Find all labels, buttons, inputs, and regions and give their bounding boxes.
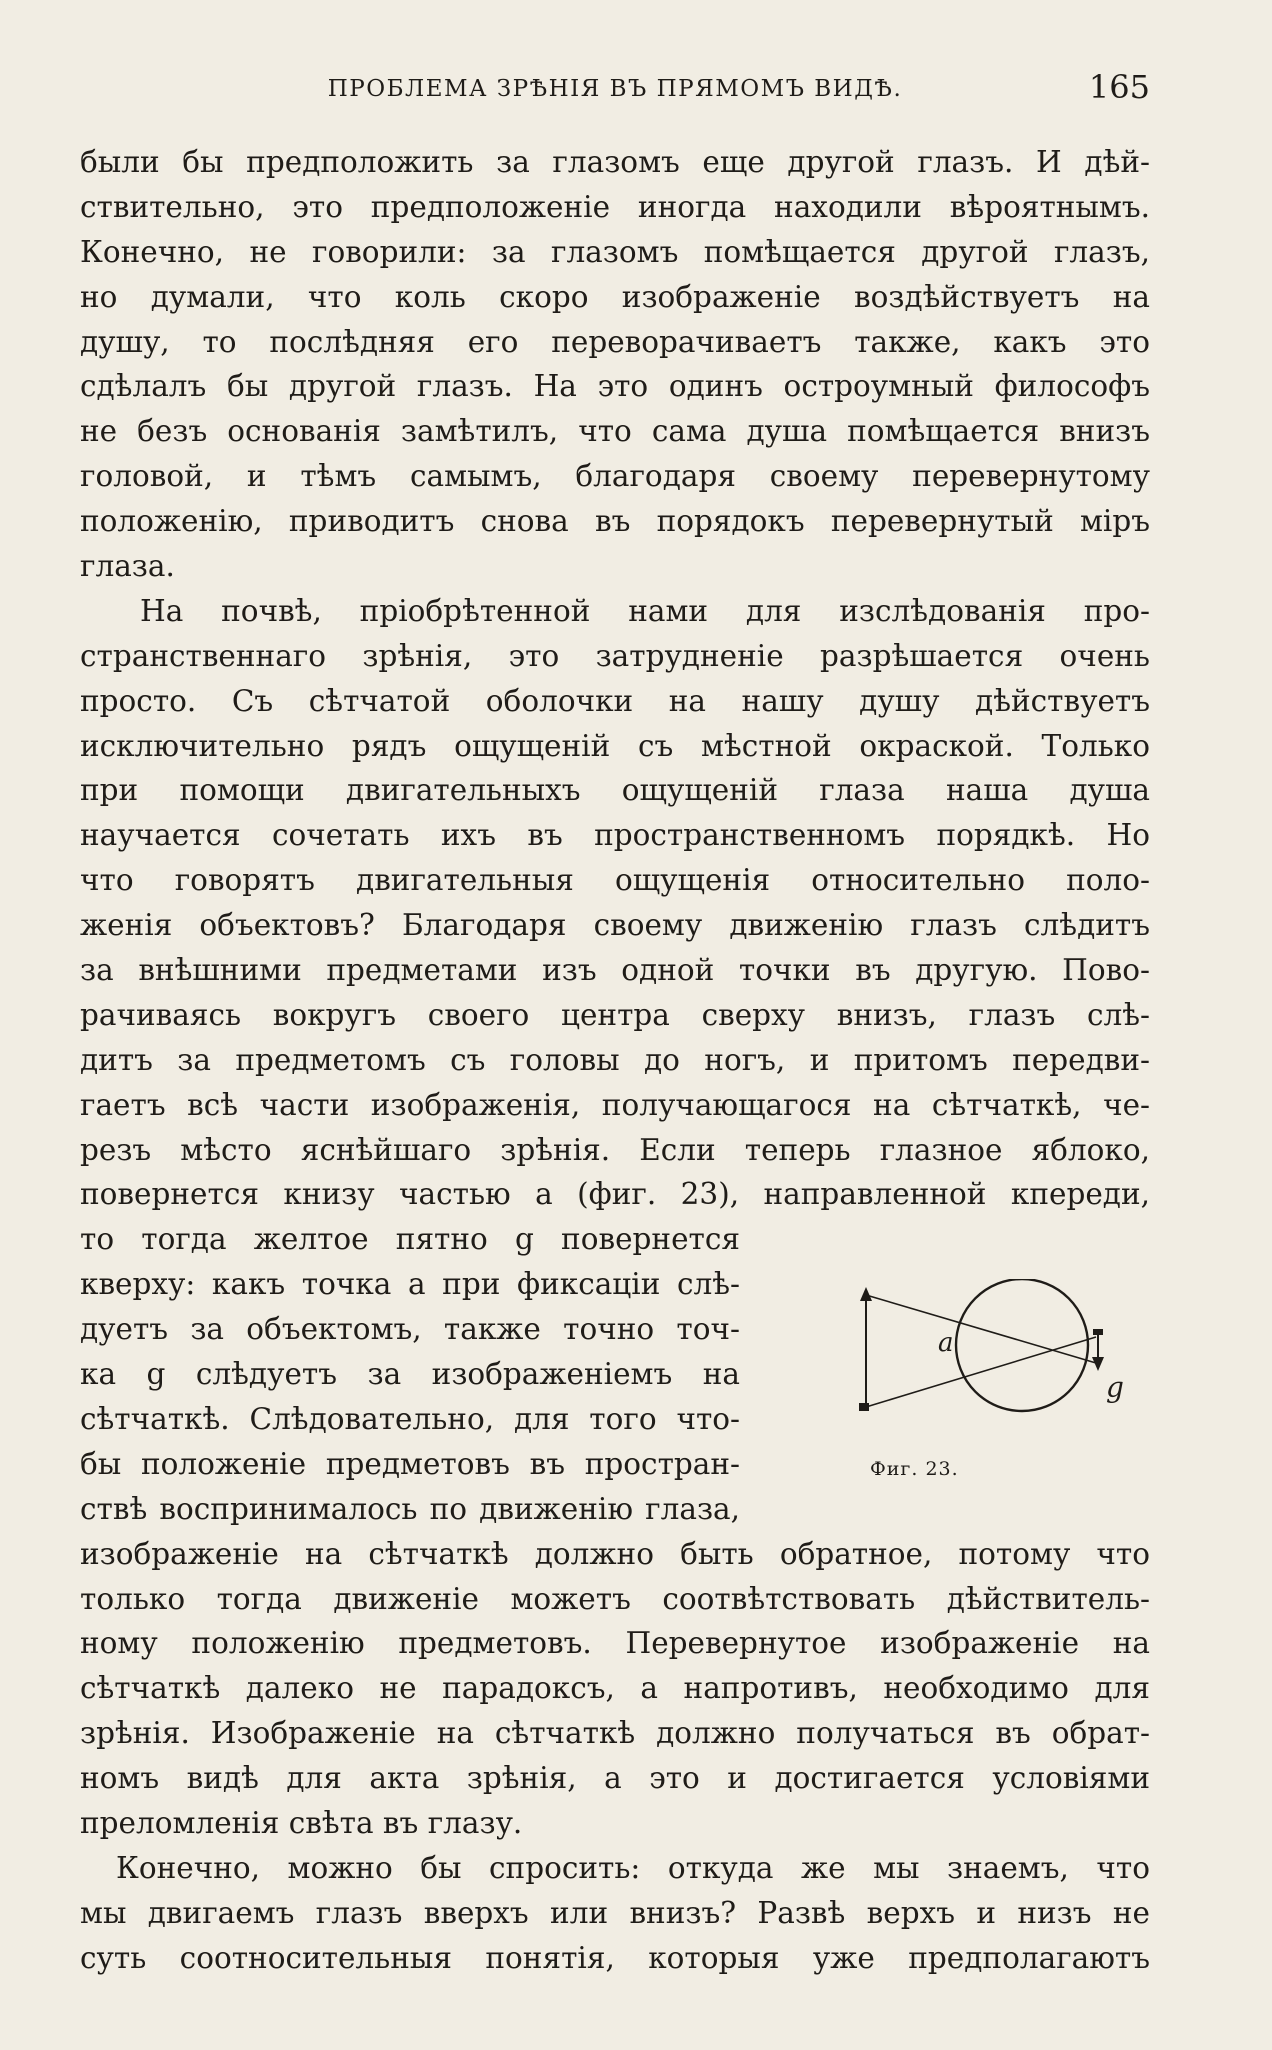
text-line: номъ видѣ для акта зрѣнія, а это и достигается условіями <box>80 1761 1150 1796</box>
text-line: ствѣ воспринималось по движенію глаза, <box>80 1491 740 1526</box>
text-line: дуетъ за объектомъ, также точно точ- <box>80 1312 740 1347</box>
text-line: но думали, что коль скоро изображеніе воздѣйствуетъ на <box>80 279 1150 314</box>
text-line: за внѣшними предметами изъ одной точки въ другую. Пово- <box>80 953 1150 988</box>
text-line: сдѣлалъ бы другой глазъ. На это одинъ остроумный философъ <box>80 369 1150 404</box>
label-a: a <box>938 1328 954 1359</box>
text-line: резъ мѣсто яснѣйшаго зрѣнія. Если теперь глазное яблоко, <box>80 1132 1150 1167</box>
text-line: ному положенію предметовъ. Перевернутое изображеніе на <box>80 1626 1150 1661</box>
text-line: На почвѣ, пріобрѣтенной нами для изслѣдованія про- <box>140 593 1150 628</box>
text-line: рачиваясь вокругъ своего центра сверху внизъ, глазъ слѣ- <box>80 997 1150 1032</box>
image-arrowhead <box>1092 1357 1104 1371</box>
paragraph <box>80 140 1150 589</box>
text-line: научается сочетать ихъ въ пространственномъ порядкѣ. Но <box>80 818 1150 853</box>
text-line: не безъ основанія замѣтилъ, что сама душа помѣщается внизъ <box>80 414 1150 449</box>
text-line: ка g слѣдуетъ за изображеніемъ на <box>80 1357 740 1392</box>
image-base <box>1093 1329 1103 1335</box>
page-number: 165 <box>1088 68 1150 106</box>
text-line: бы положеніе предметовъ въ простран- <box>80 1446 740 1481</box>
text-line: кверху: какъ точка a при фиксаціи слѣ- <box>80 1267 740 1302</box>
figure-23 <box>780 1279 1150 1489</box>
running-head <box>80 68 1150 108</box>
text-line: изображеніе на сѣтчаткѣ должно быть обратное, потому что <box>80 1536 1150 1571</box>
text-line: то тогда желтое пятно g повернется <box>80 1222 740 1257</box>
text-line: преломленія свѣта въ глазу. <box>80 1805 523 1840</box>
figure-wrap-block <box>80 1217 1150 1531</box>
text-line: душу, то послѣдняя его переворачиваетъ также, какъ это <box>80 324 1150 359</box>
text-line: только тогда движеніе можетъ соотвѣтствовать дѣйствитель- <box>80 1581 1150 1616</box>
text-line: сѣтчаткѣ. Слѣдовательно, для того что- <box>80 1401 740 1436</box>
text-line: зрѣнія. Изображеніе на сѣтчаткѣ должно получаться въ обрат- <box>80 1716 1150 1751</box>
eye-diagram <box>780 1279 1150 1489</box>
text-line: Конечно, можно бы спросить: откуда же мы знаемъ, что <box>116 1850 1150 1885</box>
text-line: женія объектовъ? Благодаря своему движенію глазъ слѣдитъ <box>80 908 1150 943</box>
text-line: Конечно, не говорили: за глазомъ помѣщается другой глазъ, <box>80 234 1150 269</box>
text-line: головой, и тѣмъ самымъ, благодаря своему перевернутому <box>80 459 1150 494</box>
text-line: при помощи двигательныхъ ощущеній глаза наша душа <box>80 773 1150 808</box>
text-line: исключительно рядъ ощущеній съ мѣстной окраской. Только <box>80 728 1150 763</box>
text-line: были бы предположить за глазомъ еще другой глазъ. И дѣй- <box>80 145 1150 179</box>
text-line: глаза. <box>80 549 175 584</box>
paragraph <box>80 589 1150 1846</box>
text-line: положенію, приводитъ снова въ порядокъ перевернутый міръ <box>80 504 1150 539</box>
object-arrowhead <box>860 1287 872 1301</box>
text-line: что говорятъ двигательныя ощущенія относительно поло- <box>80 863 1150 898</box>
text-line: мы двигаемъ глазъ вверхъ или внизъ? Развѣ верхъ и низъ не <box>80 1895 1150 1930</box>
text-line: ствительно, это предположеніе иногда находили вѣроятнымъ. <box>80 189 1150 224</box>
text-line: сѣтчаткѣ далеко не парадоксъ, а напротивъ, необходимо для <box>80 1671 1150 1706</box>
label-g: g <box>1106 1371 1124 1405</box>
paragraph <box>80 1846 1150 1981</box>
text-line: повернется книзу частью a (фиг. 23), направленной кпереди, <box>80 1177 1150 1212</box>
body-text <box>80 140 1150 1981</box>
running-title: ПРОБЛЕМА ЗРѢНІЯ ВЪ ПРЯМОМЪ ВИДѢ. <box>327 76 903 102</box>
text-line: просто. Съ сѣтчатой оболочки на нашу душу дѣйствуетъ <box>80 683 1150 718</box>
text-line: странственнаго зрѣнія, это затрудненіе разрѣшается очень <box>80 638 1150 673</box>
ray-top <box>866 1295 1096 1363</box>
text-line: дитъ за предметомъ съ головы до ногъ, и притомъ передви- <box>80 1042 1150 1077</box>
text-line: суть соотносительныя понятія, которыя уже предполагаютъ <box>80 1940 1150 1975</box>
figure-caption: Фиг. 23. <box>870 1458 959 1481</box>
text-line: гаетъ всѣ части изображенія, получающагося на сѣтчаткѣ, че- <box>80 1087 1150 1122</box>
